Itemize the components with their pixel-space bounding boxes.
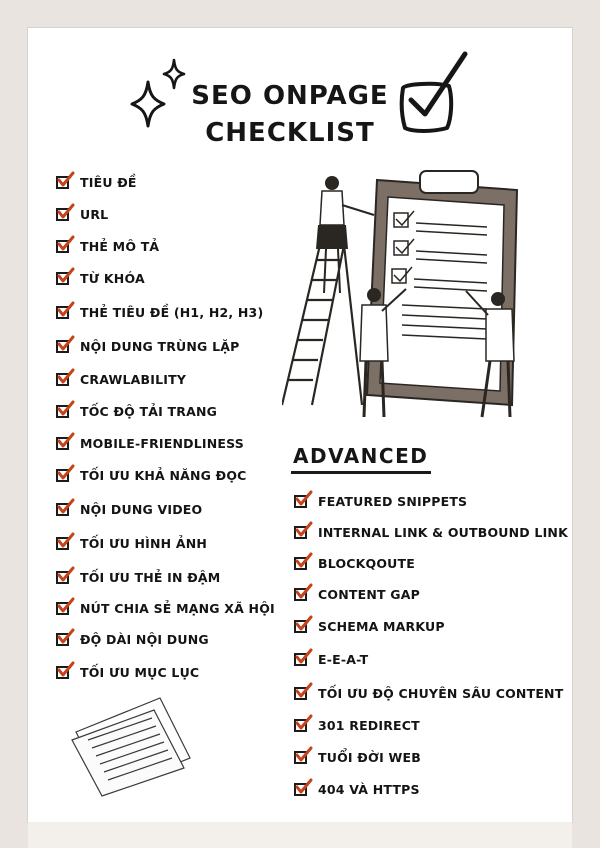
checklist-item[interactable] <box>294 618 445 635</box>
checklist-item[interactable] <box>56 435 244 452</box>
page-title <box>150 80 430 149</box>
checklist-item-label: NỘI DUNG VIDEO <box>80 502 203 517</box>
checked-checkbox-icon[interactable] <box>294 651 311 668</box>
checklist-item-label: TỐI ƯU KHẢ NĂNG ĐỌC <box>80 468 247 483</box>
advanced-underline <box>291 471 431 474</box>
checked-checkbox-icon[interactable] <box>294 618 311 635</box>
documents-illustration <box>68 688 198 798</box>
checklist-item-label: CRAWLABILITY <box>80 372 187 387</box>
checked-checkbox-icon[interactable] <box>294 781 311 798</box>
checklist-item[interactable] <box>56 501 202 518</box>
checked-checkbox-icon[interactable] <box>294 524 311 541</box>
checked-checkbox-icon[interactable] <box>56 435 73 452</box>
checklist-item[interactable] <box>294 493 467 510</box>
checklist-item-label: CONTENT GAP <box>318 587 420 602</box>
checklist-item[interactable] <box>56 467 247 484</box>
checklist-item-label: ĐỘ DÀI NỘI DUNG <box>80 632 209 647</box>
checklist-item-label: 301 REDIRECT <box>318 718 420 733</box>
checked-checkbox-icon[interactable] <box>56 569 73 586</box>
checklist-item[interactable] <box>56 600 275 617</box>
title-line-2: CHECKLIST <box>205 117 375 148</box>
checklist-item-label: E-E-A-T <box>318 652 369 667</box>
checked-checkbox-icon[interactable] <box>56 403 73 420</box>
checked-checkbox-icon[interactable] <box>56 371 73 388</box>
checklist-item[interactable] <box>294 781 420 798</box>
checklist-item[interactable] <box>294 524 568 541</box>
big-checkbox-icon <box>395 48 475 138</box>
checklist-item[interactable] <box>56 304 263 321</box>
checklist-item[interactable] <box>294 685 563 702</box>
checklist-item-label: BLOCKQOUTE <box>318 556 416 571</box>
checklist-item-label: URL <box>80 207 109 222</box>
checklist-item[interactable] <box>56 338 239 355</box>
checklist-item-label: SCHEMA MARKUP <box>318 619 445 634</box>
checklist-item[interactable] <box>294 717 420 734</box>
title-line-1: SEO ONPAGE <box>191 81 389 111</box>
checklist-item-label: INTERNAL LINK & OUTBOUND LINK <box>318 525 568 540</box>
checklist-item-label: TỐI ƯU ĐỘ CHUYÊN SÂU CONTENT <box>318 686 564 701</box>
checklist-item[interactable] <box>56 238 159 255</box>
checklist-item[interactable] <box>56 535 207 552</box>
checklist-item[interactable] <box>56 174 137 191</box>
checklist-item[interactable] <box>294 586 420 603</box>
checked-checkbox-icon[interactable] <box>294 749 311 766</box>
checklist-item[interactable] <box>56 569 220 586</box>
checklist-item[interactable] <box>56 371 186 388</box>
checklist-item-label: TIÊU ĐỀ <box>80 175 137 190</box>
checked-checkbox-icon[interactable] <box>56 338 73 355</box>
checklist-item-label: TUỔI ĐỜI WEB <box>318 750 421 765</box>
checklist-item[interactable] <box>56 631 209 648</box>
checklist-item[interactable] <box>56 206 108 223</box>
checklist-item-label: THẺ MÔ TẢ <box>80 239 160 254</box>
checklist-item[interactable] <box>294 651 368 668</box>
checked-checkbox-icon[interactable] <box>56 535 73 552</box>
checked-checkbox-icon[interactable] <box>56 174 73 191</box>
checked-checkbox-icon[interactable] <box>56 631 73 648</box>
checklist-item-label: THẺ TIÊU ĐỀ (H1, H2, H3) <box>80 305 264 320</box>
checked-checkbox-icon[interactable] <box>294 717 311 734</box>
checklist-item[interactable] <box>56 270 145 287</box>
checklist-item[interactable] <box>56 403 217 420</box>
advanced-title: ADVANCED <box>293 444 429 468</box>
checklist-item-label: TỐI ƯU MỤC LỤC <box>80 665 200 680</box>
checked-checkbox-icon[interactable] <box>56 206 73 223</box>
checklist-item-label: NỘI DUNG TRÙNG LẶP <box>80 339 240 354</box>
checked-checkbox-icon[interactable] <box>56 270 73 287</box>
checklist-item-label: MOBILE-FRIENDLINESS <box>80 436 244 451</box>
checked-checkbox-icon[interactable] <box>56 501 73 518</box>
checklist-item-label: NÚT CHIA SẺ MẠNG XÃ HỘI <box>80 601 275 616</box>
checklist-item[interactable] <box>56 664 199 681</box>
checked-checkbox-icon[interactable] <box>56 600 73 617</box>
checklist-item-label: 404 VÀ HTTPS <box>318 782 420 797</box>
checklist-item-label: TỐI ƯU THẺ IN ĐẬM <box>80 570 221 585</box>
checked-checkbox-icon[interactable] <box>56 238 73 255</box>
checked-checkbox-icon[interactable] <box>294 493 311 510</box>
checklist-item-label: TỐI ƯU HÌNH ẢNH <box>80 536 208 551</box>
checklist-item-label: TỐC ĐỘ TẢI TRANG <box>80 404 218 419</box>
checklist-item[interactable] <box>294 749 421 766</box>
checked-checkbox-icon[interactable] <box>294 555 311 572</box>
checked-checkbox-icon[interactable] <box>56 304 73 321</box>
checklist-item-label: FEATURED SNIPPETS <box>318 494 468 509</box>
checked-checkbox-icon[interactable] <box>294 685 311 702</box>
checked-checkbox-icon[interactable] <box>294 586 311 603</box>
bottom-strip <box>28 822 572 848</box>
checklist-item[interactable] <box>294 555 415 572</box>
clipboard-illustration <box>282 165 532 425</box>
checked-checkbox-icon[interactable] <box>56 664 73 681</box>
checklist-item-label: TỪ KHÓA <box>80 271 145 286</box>
checked-checkbox-icon[interactable] <box>56 467 73 484</box>
